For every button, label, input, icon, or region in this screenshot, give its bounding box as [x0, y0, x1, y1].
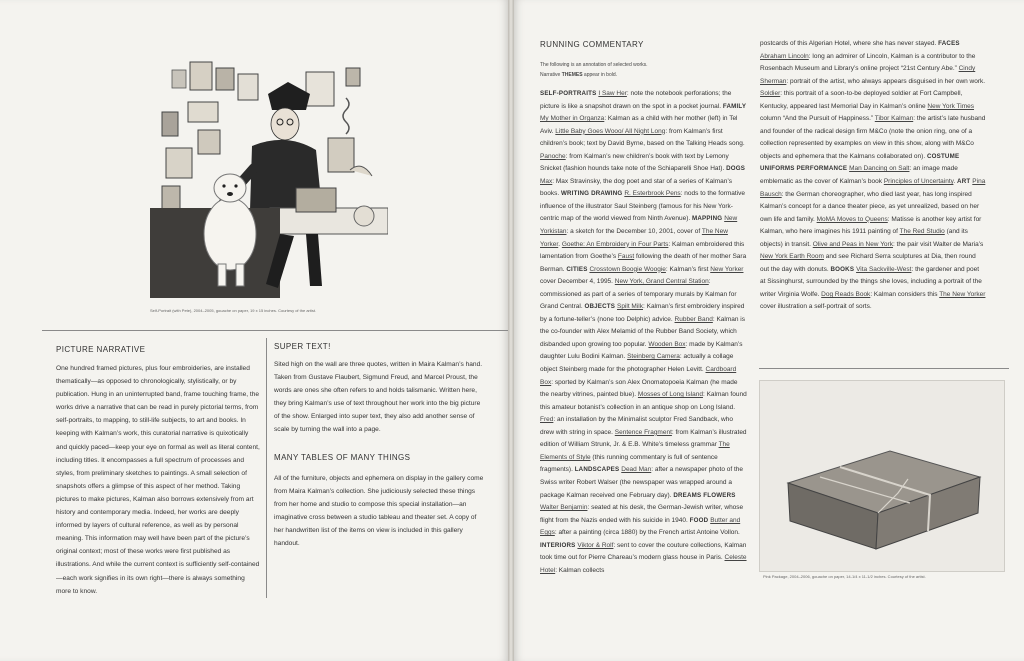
theme-label: SELF-PORTRAITS: [540, 90, 599, 97]
pink-package-painting: [759, 380, 1005, 572]
commentary-text: : the artist’s late husband and founder of the radical design firm M&Co (note the onion ring, one of a collection represented by examples on view in this show, along with M&Co objects and ephemera that the Kalmans collaborated on).: [760, 115, 986, 160]
work-title: My Mother in Organza: [540, 115, 605, 123]
commentary-text: : after a painting (circa 1880) by the French artist Antoine Vollon.: [554, 529, 740, 537]
theme-label: FAMILY: [722, 102, 747, 110]
work-title: I Saw Her: [598, 90, 627, 97]
work-title: Sentence Fragment: [614, 428, 672, 436]
theme-label: FOOD: [689, 516, 711, 524]
work-title: Soldier: [760, 90, 781, 98]
commentary-text: : from Kalman’s first children’s book; text by David Byrne, based on the Talking Heads song.: [540, 127, 745, 148]
commentary-text: : from Kalman’s new children’s book with text by Lemony Snicket (fashion hounds take note of the Schiaparelli Shoe Hat).: [540, 152, 729, 173]
right-divider: [759, 368, 1009, 369]
commentary-text: : Kalman considers this: [870, 290, 940, 298]
work-title: Rubber Band: [674, 315, 713, 323]
work-title: Mosses of Long Island: [637, 391, 703, 399]
commentary-text: : Kalman is the co-founder with Alex Melamid of the Rubber Band Society, which disbanded upon growing too popular.: [540, 315, 745, 348]
work-title: R. Esterbrook Pens: [624, 190, 681, 198]
commentary-text: (this running commentary is full of sentence fragments).: [540, 453, 718, 474]
self-portrait-painting: [150, 58, 388, 298]
commentary-text: postcards of this Algerian Hotel, where she has never stayed.: [760, 40, 939, 47]
work-title: The Elements of Style: [540, 441, 730, 461]
commentary-text: : Max Stravinsky, the dog poet and star of a series of Kalman’s books.: [540, 177, 732, 198]
work-title: Walter Benjamin: [540, 504, 588, 512]
running-commentary-intro: [540, 60, 745, 80]
theme-label: OBJECTS: [584, 303, 617, 311]
theme-label: BOOKS: [830, 265, 857, 273]
work-title: Dead Man: [621, 466, 652, 474]
work-title: Olive and Peas in New York: [812, 240, 893, 248]
work-title: New York, Grand Central Station: [614, 278, 709, 286]
commentary-text: : Kalman found this amateur botanist’s collection in an antique shop on Long Island.: [540, 391, 747, 411]
work-title: Panoche: [540, 152, 566, 160]
commentary-text: : Kalman embroidered this lamentation from Goethe’s: [540, 240, 745, 261]
left-page: [0, 0, 508, 661]
commentary-text: : commissioned as part of a series of temporary murals by Kalman for Grand Central.: [540, 278, 737, 311]
commentary-text: : after a newspaper photo of the Swiss writer Robert Walser (the newspaper was wrapped around a package Kalman received one February day).: [540, 466, 744, 499]
commentary-text: (and its objects) in transit.: [760, 228, 968, 248]
work-title: MoMA Moves to Queens: [816, 215, 888, 223]
theme-label: DOGS: [726, 165, 746, 173]
work-title: Max: [540, 177, 553, 185]
theme-label: CITIES: [566, 265, 590, 273]
work-title: Viktor & Rolf: [577, 541, 614, 549]
commentary-text: : Kalman’s first embroidery inspired by a fortune-teller’s (none too Delphic) advice.: [540, 303, 745, 323]
work-title: Faust: [617, 253, 635, 261]
theme-label: ART: [957, 178, 973, 186]
work-title: Celeste Hotel: [540, 554, 747, 574]
commentary-text: : portrait of the artist, who always appears disguised in her own work.: [786, 77, 986, 85]
work-title: New York Earth Room: [760, 253, 824, 261]
commentary-text: cover December 4, 1995.: [540, 278, 615, 286]
right-page: [514, 0, 1024, 661]
work-title: Cindy Sherman: [760, 65, 976, 85]
commentary-text: : Kalman’s first: [665, 265, 711, 273]
commentary-text: : actually a collage object Steinberg made for the photographer Helen Levitt.: [540, 353, 734, 374]
commentary-text: : from Kalman’s illustrated edition of William Strunk, Jr. & E.B. White’s timeless grammar: [540, 428, 747, 449]
commentary-text: : nods to the formative influence of the illustrator Saul Steinberg (famous for his New York-centric map of the world viewed from Ninth Avenue).: [540, 190, 745, 223]
theme-label: INTERIORS: [540, 541, 578, 549]
commentary-text: following the death of her mother Sara Berman.: [540, 253, 747, 273]
many-tables-text: All of the furniture, objects and ephemera on display in the gallery come from Maira Kalman’s collection. She judiciously selected these things from her home and studio to compose this special installation—an imaginative cross between a studio tableau and theater set. A copy of her handwritten list of the items on view is included in this gallery handout.: [274, 475, 484, 548]
theme-label: LANDSCAPES: [574, 466, 622, 474]
theme-label: DREAMS FLOWERS: [673, 491, 736, 499]
super-text-heading: SUPER TEXT!: [274, 342, 331, 351]
running-commentary-heading: RUNNING COMMENTARY: [540, 40, 644, 49]
work-title: Spilt Milk: [616, 303, 643, 311]
work-title: The New Yorker: [540, 228, 728, 248]
work-title: New York Times: [927, 102, 975, 110]
column-divider: [266, 338, 267, 598]
work-title: Little Baby Goes Wooo/ All Night Long: [555, 127, 666, 135]
picture-narrative-text: One hundred framed pictures, plus four embroideries, are installed thematically—as opposed to chronologically, stylistically, or by publication. Hung in an uninterrupted band, frame touching frame, the works drive a narrative that can be read in purely pictorial terms, from self-portraits, to mapping, to still-life subjects, to art and books. In keeping with Kalman’s work, this curatorial narrative is quixotically and quickly paced—keep your eye on formal as well as literal content, including titles. It encompasses a full spectrum of processes and styles, from preliminary sketches to paintings. A small selection of snapshots offers a glimpse of this aspect of her method. Taking pictures to make pictures, Kalman also borrows extensively from art history and contemporary media. Indeed, her works are deeply informed by layers of cultural reference, as well as by personal meaning. This information may well have been part of the picture’s original context; most of these works were first published as illustrations. And while the current context is sufficiently self-contained—each work signifies in its own right—there is always something more to know.: [56, 365, 260, 595]
work-title: Cardboard Box: [540, 366, 737, 386]
commentary-text: and see Richard Serra sculptures at Dia, then round out the day with donuts.: [760, 253, 976, 273]
commentary-text: : the pair visit Walter de Maria’s: [892, 240, 984, 248]
theme-label: WRITING DRAWING: [560, 190, 625, 198]
commentary-text: : long an admirer of Lincoln, Kalman is a contributor to the Rosenbach Museum and Library’s online project “21st Century Abe.”: [760, 52, 976, 73]
work-title: Dog Reads Book: [821, 290, 871, 298]
commentary-text: : an installation by the Minimalist sculptor Fred Sandback, who drew with string in space.: [540, 416, 733, 436]
commentary-text: : sported by Kalman’s son Alex Onomatopoeia Kalman (he made the nearby vitrines, painted blue).: [540, 378, 738, 399]
commentary-text: : made by Kalman’s daughter Lulu Bodini Kalman.: [540, 340, 743, 361]
commentary-text: : Matisse is another key artist for Kalman, who here imagines his 1911 painting of: [760, 215, 982, 236]
work-title: Steinberg Camera: [627, 353, 680, 361]
section-divider: [42, 330, 508, 331]
work-title: The New Yorker: [939, 290, 986, 298]
commentary-text: : the German choreographer, who died last year, has long inspired Kalman’s concept for a dance theater piece, as yet unrealized, based on her own life and family.: [760, 190, 980, 223]
work-title: New Yorkistan: [540, 215, 738, 236]
theme-label: MAPPING: [691, 215, 725, 223]
work-title: Crosstown Boogie Woogie: [589, 265, 666, 273]
work-title: Abraham Lincoln: [760, 52, 809, 60]
commentary-text: column “And the Pursuit of Happiness.”: [760, 115, 875, 123]
package-caption: Pink Package, 2004–2006, gouache on paper, 14-1/4 x 11-1/2 inches. Courtesy of the artist.: [763, 574, 926, 579]
commentary-text: : note the notebook perforations; the picture is like a snapshot drawn on the spot in a pocket journal.: [540, 90, 732, 110]
commentary-text: cover illustration a self-portrait of sorts.: [760, 303, 872, 311]
many-tables-heading: MANY TABLES OF MANY THINGS: [274, 453, 411, 462]
theme-label: COSTUME UNIFORMS PERFORMANCE: [760, 152, 960, 173]
work-title: Goethe: An Embroidery in Four Parts: [561, 240, 669, 248]
work-title: The Red Studio: [899, 228, 945, 236]
commentary-column-2: [760, 38, 986, 314]
work-title: Man Dancing on Salt: [849, 165, 910, 173]
work-title: Vita Sackville-West: [856, 265, 912, 273]
themes-bold: THEMES: [561, 72, 583, 78]
commentary-text: : Kalman as a child with her mother (left) in Tel Aviv.: [540, 115, 738, 135]
commentary-text: : Kalman collects: [555, 566, 605, 574]
commentary-text: : a sketch for the December 10, 2001, cover of: [566, 228, 702, 236]
intro-line-1: The following is an annotation of selected works.: [540, 62, 648, 68]
work-title: Pina Bausch: [760, 178, 986, 198]
commentary-text: : sent to cover the couture collections, Kalman took time out for Pierre Chareau’s modern glass house in Paris.: [540, 541, 747, 562]
work-title: Butter and Eggs: [540, 516, 741, 537]
painting-caption: Self-Portrait (with Pete), 2004–2005, gouache on paper, 19 x 15 inches. Courtesy of the artist.: [150, 308, 317, 313]
work-title: Principles of Uncertainty: [883, 178, 954, 186]
commentary-text: : an image made emblematic as the cover of Kalman’s book: [760, 165, 958, 186]
commentary-text: : the gardener and poet at Sissinghurst, surrounded by the things she loves, including a portrait of the writer Virginia Wolfe.: [760, 265, 982, 298]
work-title: Tibor Kalman: [874, 115, 914, 123]
commentary-text: : seated at his desk, the German-Jewish writer, whose flight from the Nazis ended with his suicide in 1940.: [540, 504, 744, 524]
work-title: Fred: [540, 416, 554, 424]
commentary-text: .: [953, 178, 958, 186]
commentary-text: : this portrait of a soon-to-be deployed soldier at Fort Campbell, Kentucky, appeared last Memorial Day in Kalman’s online: [760, 90, 963, 110]
theme-label: FACES: [938, 40, 960, 47]
commentary-text: .: [558, 240, 562, 248]
work-title: New Yorker: [710, 265, 744, 273]
intro-line-2: Narrative THEMES appear in bold.: [540, 72, 618, 78]
commentary-column-1: [540, 88, 748, 577]
work-title: Wooden Box: [648, 340, 686, 348]
super-text-text: Sited high on the wall are three quotes, written in Maira Kalman’s hand. Taken from Gustave Flaubert, Sigmund Freud, and Marcel Proust, the words are ones she often refers to and holds talismanic. Written here, they bring Kalman’s use of text throughout her work into the big picture of the show. Enlarged into super text, they also add another sense of scale by turning the wall into a page.: [274, 361, 483, 434]
picture-narrative-heading: PICTURE NARRATIVE: [56, 345, 146, 354]
